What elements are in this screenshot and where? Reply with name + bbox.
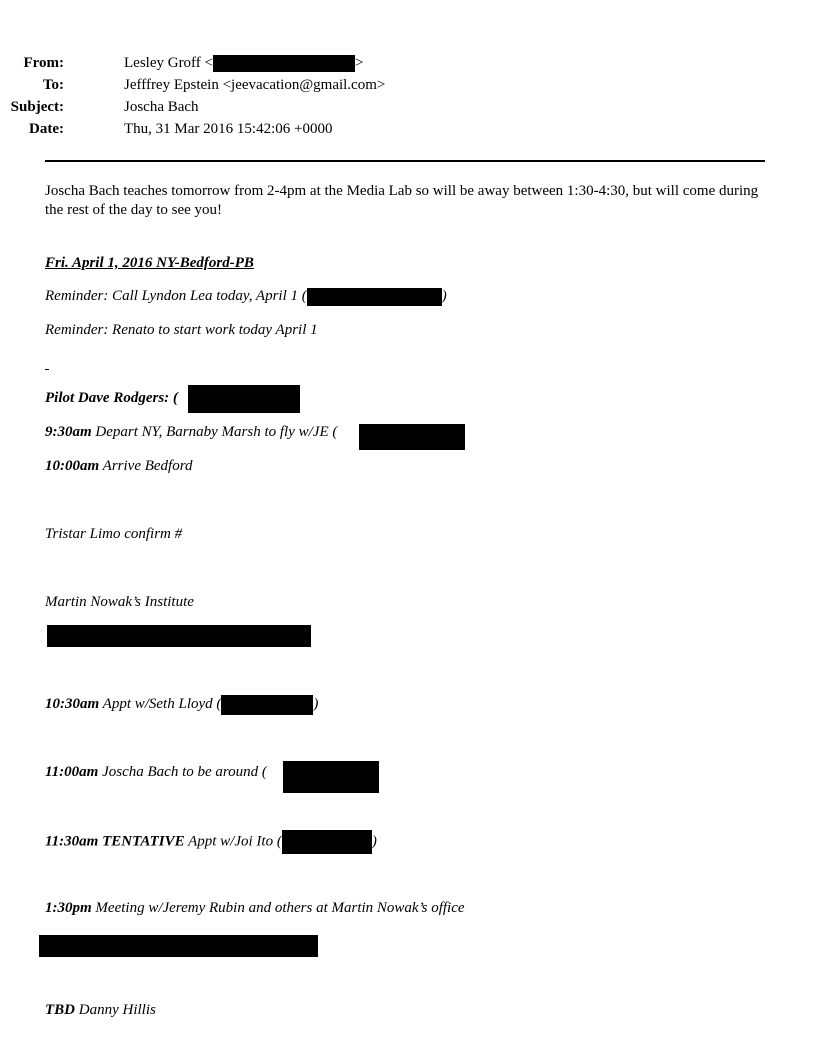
redaction-block [39, 935, 318, 957]
subject-label: Subject: [10, 99, 64, 115]
to-value: Jefffrey Epstein <jeevacation@gmail.com> [124, 77, 386, 93]
institute-line: Martin Nowak’s Institute [45, 594, 194, 610]
date-label: Date: [29, 121, 64, 137]
schedule-item-tbd: TBD Danny Hillis [45, 1002, 156, 1018]
schedule-item-1130: 11:30am TENTATIVE Appt w/Joi Ito ( ) [45, 830, 377, 854]
header-divider [45, 160, 765, 162]
redaction-block [47, 625, 311, 647]
schedule-item-1030: 10:30am Appt w/Seth Lloyd ( ) [45, 694, 318, 715]
redaction-block [282, 830, 372, 854]
pilot-line: Pilot Dave Rodgers: ( [45, 390, 178, 406]
schedule-item-930: 9:30am Depart NY, Barnaby Marsh to fly w/JE ( [45, 424, 338, 440]
reminder-renato: Reminder: Renato to start work today April 1 [45, 322, 318, 338]
limo-line: Tristar Limo confirm # [45, 526, 183, 542]
redaction-block [359, 424, 465, 450]
to-label: To: [42, 77, 64, 93]
reminder-lyndon: Reminder: Call Lyndon Lea today, April 1 ( ) [45, 288, 447, 304]
redaction-block [188, 385, 300, 413]
stray-mark [45, 369, 49, 370]
redaction-block [221, 695, 313, 715]
schedule-item-1100: 11:00am Joscha Bach to be around ( [45, 764, 267, 780]
date-value: Thu, 31 Mar 2016 15:42:06 +0000 [124, 121, 333, 137]
schedule-item-1000: 10:00am Arrive Bedford [45, 458, 193, 474]
from-value: Lesley Groff < > [124, 55, 364, 71]
redaction-block [283, 761, 379, 793]
redaction-block [307, 288, 442, 306]
redaction-block [213, 55, 355, 72]
date-heading: Fri. April 1, 2016 NY-Bedford-PB [45, 255, 254, 271]
from-label: From: [23, 55, 64, 71]
intro-paragraph: Joscha Bach teaches tomorrow from 2-4pm at the Media Lab so will be away between 1:30-4:30, but will come during the rest of the day to see you! [45, 183, 759, 218]
schedule-item-130: 1:30pm Meeting w/Jeremy Rubin and others at Martin Nowak’s office [45, 900, 465, 916]
subject-value: Joscha Bach [124, 99, 199, 115]
